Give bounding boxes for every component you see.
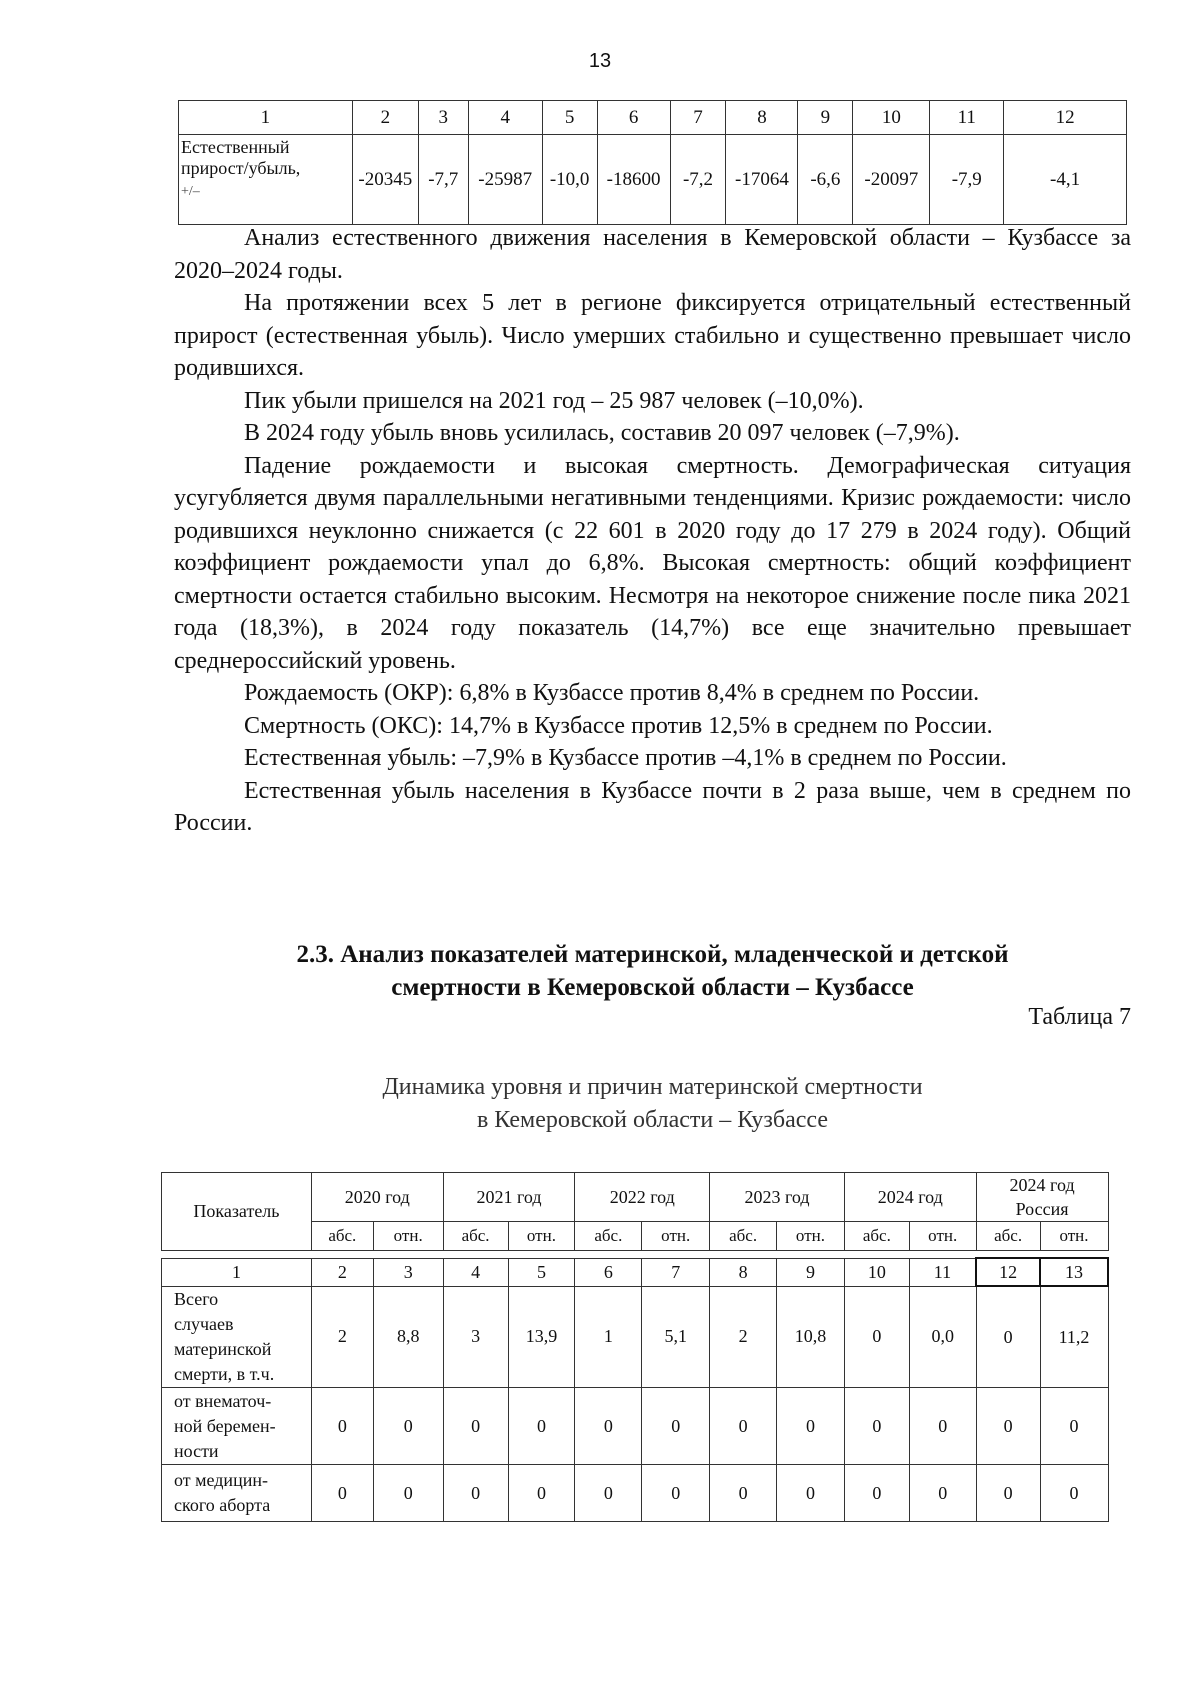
table-cell: 0 [844,1388,909,1465]
table-cell: 0,0 [909,1286,976,1388]
table-cell: -6,6 [798,135,853,225]
table-cell: 2 [311,1286,373,1388]
column-number: 4 [443,1258,508,1286]
section-heading: 2.3. Анализ показателей материнской, младенческой и детской смертности в Кемеровской области – Кузбассе [296,941,1009,1001]
row-label: Всего случаев материнской смерти, в т.ч. [162,1286,312,1388]
column-number: 13 [1040,1258,1108,1286]
row-label: от внематоч- ной беремен- ности [162,1388,312,1465]
abs-header: абс. [710,1222,777,1251]
table-cell: 13,9 [508,1286,575,1388]
column-number: 8 [726,101,798,135]
body-text [174,222,1131,840]
table-cell: 0 [777,1465,845,1522]
table-cell: 0 [909,1465,976,1522]
indicator-header: Показатель [162,1173,312,1251]
table-gap [162,1251,1109,1259]
table-cell: 0 [508,1388,575,1465]
paragraph: Падение рождаемости и высокая смертность. Демографическая ситуация усугубляется двумя параллельными негативными тенденциями. Кризис рождаемости: число родившихся неуклонно снижается (с 22 601 в 2020 году до 17 279 в 2024 году). Общий коэффициент рождаемости упал до 6,8%. Высокая смертность: общий коэффициент смертности остается стабильно высоким. Несмотря на некоторое снижение после пика 2021 года (18,3%), в 2024 году показатель (14,7%) все еще значительно превышает среднероссийский уровень. [174,452,1131,674]
column-number: 2 [352,101,418,135]
column-number: 8 [710,1258,777,1286]
table-cell: 0 [1040,1465,1108,1522]
column-number: 5 [508,1258,575,1286]
column-number: 10 [853,101,930,135]
table-cell: 10,8 [777,1286,845,1388]
table-cell: -4,1 [1004,135,1127,225]
table-row [162,1465,1109,1522]
table-label: Таблица 7 [1028,1004,1131,1030]
column-number: 6 [597,101,670,135]
column-number: 9 [777,1258,845,1286]
column-number: 1 [162,1258,312,1286]
abs-header: абс. [575,1222,642,1251]
rel-header: отн. [777,1222,845,1251]
table-cell: 8,8 [373,1286,443,1388]
table-header-row [179,101,1127,135]
table-cell: 0 [909,1388,976,1465]
table-cell: 0 [777,1388,845,1465]
column-number: 10 [844,1258,909,1286]
table-cell: 5,1 [642,1286,710,1388]
paragraph: Естественная убыль населения в Кузбассе почти в 2 раза выше, чем в среднем по России. [174,777,1131,836]
column-number: 9 [798,101,853,135]
rel-header: отн. [642,1222,710,1251]
table-cell: 0 [311,1465,373,1522]
paragraph: На протяжении всех 5 лет в регионе фиксируется отрицательный естественный прирост (естественная убыль). Число умерших стабильно и существенно превышает число родившихся. [174,290,1131,381]
table-cell: 0 [642,1465,710,1522]
column-number: 5 [542,101,597,135]
table-cell: -7,7 [418,135,468,225]
table-row [162,1388,1109,1465]
table-cell: 0 [710,1465,777,1522]
table-cell: 0 [508,1465,575,1522]
table-cell: 0 [575,1388,642,1465]
column-number: 3 [373,1258,443,1286]
year-header: 2020 год [311,1173,443,1222]
column-number: 6 [575,1258,642,1286]
abs-header: абс. [844,1222,909,1251]
column-number: 12 [976,1258,1040,1286]
table-cell: 0 [976,1388,1040,1465]
table-cell: 0 [373,1465,443,1522]
table-cell: -10,0 [542,135,597,225]
table-cell: 3 [443,1286,508,1388]
table-cell: 0 [844,1286,909,1388]
column-number: 2 [311,1258,373,1286]
table-cell: -20345 [352,135,418,225]
abs-header: абс. [311,1222,373,1251]
column-number: 4 [468,101,542,135]
table-cell: 0 [710,1388,777,1465]
table-row [162,1286,1109,1388]
year-header: 2023 год [710,1173,845,1222]
paragraph: Естественная убыль: –7,9% в Кузбассе против –4,1% в среднем по России. [244,745,1007,771]
table-row [179,135,1127,225]
paragraph: Анализ естественного движения населения в Кемеровской области – Кузбассе за 2020–2024 годы. [174,225,1131,284]
page-number: 13 [588,50,612,72]
table-cell: 0 [642,1388,710,1465]
column-number: 11 [930,101,1004,135]
table-cell: 1 [575,1286,642,1388]
year-header: 2021 год [443,1173,575,1222]
table-cell: 0 [575,1465,642,1522]
rel-header: отн. [373,1222,443,1251]
table-cell: 2 [710,1286,777,1388]
rel-header: отн. [1040,1222,1108,1251]
table-caption: Динамика уровня и причин материнской смертности в Кемеровской области – Кузбассе [382,1074,923,1133]
year-header: 2024 год [844,1173,976,1222]
table-cell: 0 [1040,1388,1108,1465]
table-cell: 11,2 [1040,1286,1108,1388]
abs-header: абс. [976,1222,1040,1251]
table-cell: -25987 [468,135,542,225]
column-number: 3 [418,101,468,135]
maternal-mortality-table [161,1172,1109,1522]
column-number: 1 [179,101,353,135]
abs-header: абс. [443,1222,508,1251]
column-number: 12 [1004,101,1127,135]
table-cell: 0 [311,1388,373,1465]
table-cell: -7,2 [670,135,726,225]
column-number: 7 [670,101,726,135]
table-cell: 0 [976,1465,1040,1522]
table-cell: 0 [443,1465,508,1522]
rel-header: отн. [508,1222,575,1251]
column-number-row [162,1258,1109,1286]
paragraph: Смертность (ОКС): 14,7% в Кузбассе против 12,5% в среднем по России. [244,712,993,739]
table-cell: -18600 [597,135,670,225]
paragraph: Рождаемость (ОКР): 6,8% в Кузбассе против 8,4% в среднем по России. [244,680,980,706]
paragraph: В 2024 году убыль вновь усилилась, составив 20 097 человек (–7,9%). [244,420,960,446]
table-header-row [162,1173,1109,1222]
table-cell: 0 [373,1388,443,1465]
year-header: 2022 год [575,1173,710,1222]
row-label: от медицин- ского аборта [162,1465,312,1522]
table-cell: 0 [976,1286,1040,1388]
rel-header: отн. [909,1222,976,1251]
russia-header: 2024 год Россия [976,1173,1108,1222]
table-cell: -7,9 [930,135,1004,225]
table-cell: 0 [443,1388,508,1465]
row-label: Естественный прирост/убыль, +/– [179,135,353,225]
table-cell: -17064 [726,135,798,225]
natural-growth-table [178,100,1127,225]
paragraph: Пик убыли пришелся на 2021 год – 25 987 человек (–10,0%). [244,387,864,414]
table-cell: 0 [844,1465,909,1522]
column-number: 11 [909,1258,976,1286]
column-number: 7 [642,1258,710,1286]
table-cell: -20097 [853,135,930,225]
